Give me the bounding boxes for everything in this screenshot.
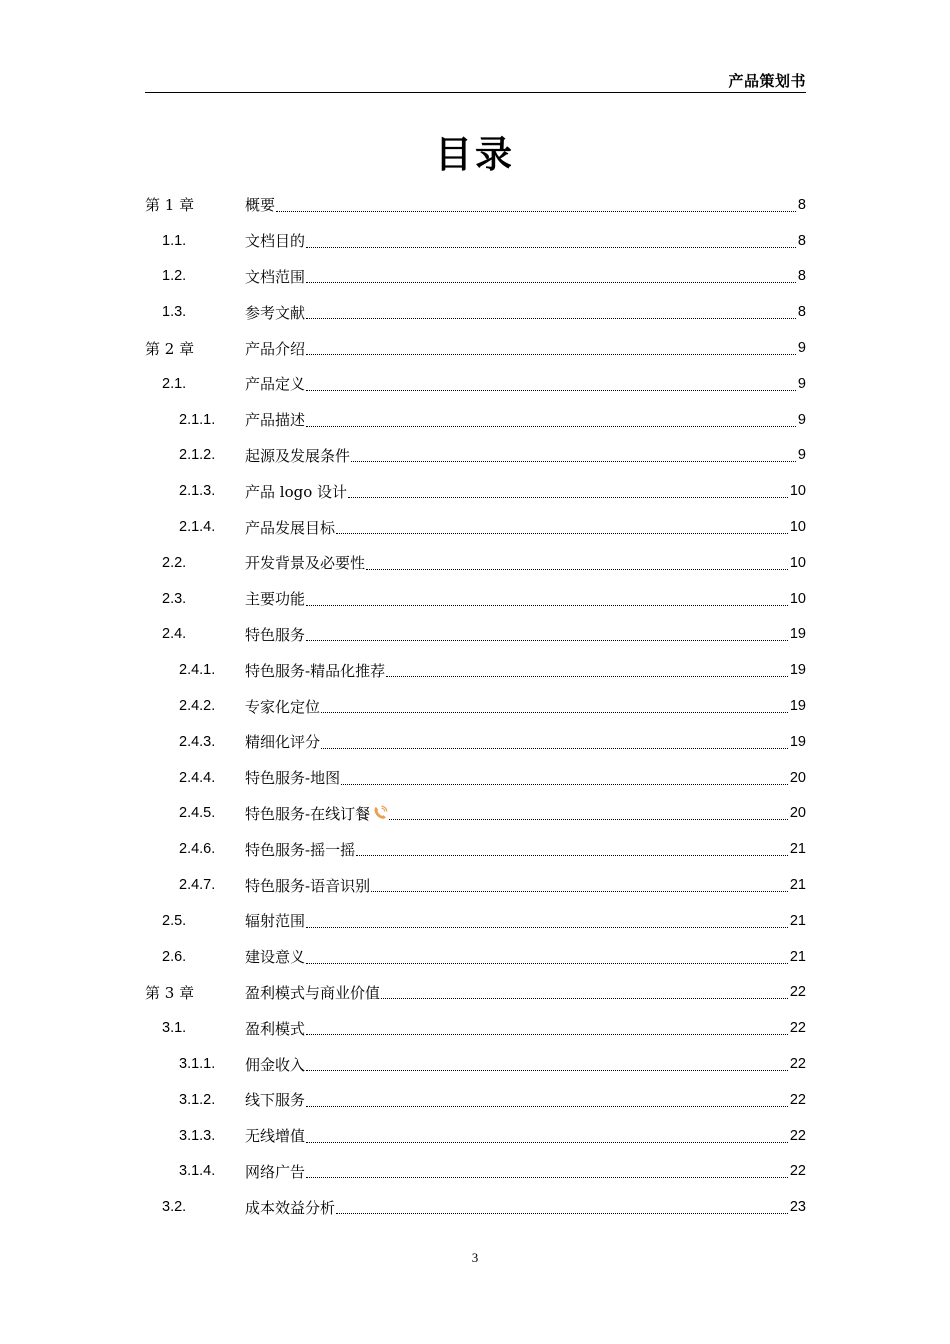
toc-entry-number: 2.1.1. <box>179 411 216 428</box>
dot-leader <box>321 711 788 713</box>
toc-entry-label: 特色服务-精品化推荐 <box>245 661 386 680</box>
dot-leader <box>306 604 788 606</box>
toc-entry[interactable] <box>145 903 806 939</box>
toc-entry[interactable] <box>145 688 806 724</box>
toc-entry-body <box>245 724 806 760</box>
toc-entry-page: 22 <box>789 1163 806 1180</box>
toc-entry-page: 21 <box>789 948 806 965</box>
toc-entry-body <box>245 581 806 617</box>
toc-entry-number: 2.4.5. <box>179 805 216 822</box>
toc-entry-body <box>245 545 806 581</box>
dot-leader <box>306 639 788 641</box>
toc-entry-label: 文档目的 <box>245 232 306 251</box>
toc-entry-page: 20 <box>789 769 806 786</box>
toc-entry-number: 2.4.6. <box>179 841 216 858</box>
toc-entry-body <box>245 402 806 438</box>
toc-entry-page: 10 <box>789 483 806 500</box>
toc-entry-body <box>245 1154 806 1190</box>
toc-entry-number: 3.2. <box>162 1199 187 1216</box>
page-title: 目录 <box>435 133 515 176</box>
toc-entry[interactable] <box>145 1189 806 1225</box>
dot-leader <box>371 890 788 892</box>
toc-entry-label: 成本效益分析 <box>245 1198 336 1217</box>
toc-entry-page: 10 <box>789 590 806 607</box>
toc-entry-number: 1.1. <box>162 232 187 249</box>
page-number: 3 <box>471 1250 479 1265</box>
dot-leader <box>336 532 788 534</box>
toc-entry-body <box>245 187 806 223</box>
dot-leader <box>306 317 796 319</box>
toc-entry-page: 22 <box>789 1056 806 1073</box>
toc-entry-page: 22 <box>789 1127 806 1144</box>
dot-leader <box>306 246 796 248</box>
table-of-contents <box>145 187 806 1225</box>
toc-entry[interactable] <box>145 473 806 509</box>
toc-entry-body <box>245 294 806 330</box>
dot-leader <box>336 1212 788 1214</box>
toc-entry-page: 9 <box>797 447 806 464</box>
toc-entry-number: 2.1. <box>162 375 187 392</box>
dot-leader <box>306 389 796 391</box>
toc-entry[interactable] <box>145 330 806 366</box>
toc-entry-label: 开发背景及必要性 <box>245 554 366 573</box>
dot-leader <box>306 281 796 283</box>
toc-entry[interactable] <box>145 259 806 295</box>
toc-entry-label: 线下服务 <box>245 1091 306 1110</box>
toc-entry[interactable] <box>145 294 806 330</box>
toc-entry-label: 产品发展目标 <box>245 518 336 537</box>
toc-entry-number: 2.6. <box>162 948 187 965</box>
toc-entry-page: 21 <box>789 912 806 929</box>
toc-entry-page: 8 <box>797 232 806 249</box>
toc-entry-number: 2.4.7. <box>179 877 216 894</box>
toc-entry-body <box>245 975 806 1011</box>
toc-entry-page: 19 <box>789 626 806 643</box>
toc-entry-body <box>245 473 806 509</box>
toc-entry-number: 2.3. <box>162 590 187 607</box>
dot-leader <box>381 997 788 999</box>
toc-entry-label: 概要 <box>245 196 276 215</box>
toc-entry-page: 19 <box>789 698 806 715</box>
toc-entry-body <box>245 1118 806 1154</box>
toc-entry[interactable] <box>145 724 806 760</box>
toc-entry-body <box>245 330 806 366</box>
toc-entry-page: 9 <box>797 340 806 357</box>
toc-entry-page: 9 <box>797 375 806 392</box>
dot-leader <box>306 962 788 964</box>
toc-entry-page: 21 <box>789 877 806 894</box>
toc-entry-number: 2.1.3. <box>179 483 216 500</box>
toc-entry-number: 3.1.4. <box>179 1163 216 1180</box>
toc-entry-page: 8 <box>797 304 806 321</box>
toc-entry-body <box>245 688 806 724</box>
toc-entry[interactable] <box>145 796 806 832</box>
toc-entry-number: 第 2 章 <box>145 339 195 358</box>
phone-icon <box>372 805 388 821</box>
toc-entry-label: 无线增值 <box>245 1127 306 1146</box>
toc-entry-number: 3.1.1. <box>179 1056 216 1073</box>
toc-entry-label: 主要功能 <box>245 590 306 609</box>
toc-entry-page: 20 <box>789 805 806 822</box>
toc-entry-number: 2.4.1. <box>179 662 216 679</box>
toc-entry-page: 10 <box>789 519 806 536</box>
dot-leader <box>306 1141 788 1143</box>
dot-leader <box>348 496 788 498</box>
toc-entry-page: 19 <box>789 662 806 679</box>
toc-entry-page: 22 <box>789 1020 806 1037</box>
dot-leader <box>306 1105 788 1107</box>
toc-entry-body <box>245 259 806 295</box>
toc-entry[interactable] <box>145 402 806 438</box>
toc-entry-page: 8 <box>797 196 806 213</box>
toc-entry-label: 特色服务 <box>245 625 306 644</box>
toc-entry-body <box>245 652 806 688</box>
toc-entry-number: 1.2. <box>162 268 187 285</box>
toc-entry-number: 2.4. <box>162 626 187 643</box>
toc-entry[interactable] <box>145 1154 806 1190</box>
toc-entry-body <box>245 903 806 939</box>
toc-entry-page: 21 <box>789 841 806 858</box>
toc-entry-label: 特色服务-摇一摇 <box>245 840 356 859</box>
toc-entry-number: 3.1.3. <box>179 1127 216 1144</box>
toc-entry-number: 2.2. <box>162 554 187 571</box>
toc-entry-body <box>245 1046 806 1082</box>
toc-entry-body <box>245 438 806 474</box>
toc-entry-body <box>245 831 806 867</box>
toc-entry-label: 盈利模式 <box>245 1019 306 1038</box>
toc-entry-page: 22 <box>789 984 806 1001</box>
toc-entry-number: 2.4.3. <box>179 733 216 750</box>
toc-entry-number: 第 3 章 <box>145 983 195 1002</box>
toc-entry[interactable] <box>145 509 806 545</box>
toc-entry-body <box>245 223 806 259</box>
toc-entry-label: 起源及发展条件 <box>245 446 351 465</box>
toc-entry-body <box>245 796 806 832</box>
toc-entry[interactable] <box>145 1082 806 1118</box>
toc-entry-number: 3.1. <box>162 1020 187 1037</box>
toc-entry[interactable] <box>145 438 806 474</box>
toc-entry-number: 2.4.2. <box>179 698 216 715</box>
toc-entry[interactable] <box>145 187 806 223</box>
toc-entry-body <box>245 617 806 653</box>
toc-entry[interactable] <box>145 652 806 688</box>
toc-entry-body <box>245 939 806 975</box>
toc-entry-label: 特色服务-在线订餐 <box>245 804 371 823</box>
toc-entry-body <box>245 1189 806 1225</box>
dot-leader <box>386 675 788 677</box>
toc-entry-label: 文档范围 <box>245 267 306 286</box>
toc-entry-number: 1.3. <box>162 304 187 321</box>
dot-leader <box>276 210 796 212</box>
dot-leader <box>306 353 796 355</box>
toc-entry-body <box>245 760 806 796</box>
dot-leader <box>306 1176 788 1178</box>
dot-leader <box>306 926 788 928</box>
toc-entry[interactable] <box>145 581 806 617</box>
toc-entry-label: 佣金收入 <box>245 1055 306 1074</box>
toc-entry[interactable] <box>145 545 806 581</box>
toc-entry-number: 2.5. <box>162 912 187 929</box>
toc-entry[interactable] <box>145 1118 806 1154</box>
toc-entry-label: 精细化评分 <box>245 733 321 752</box>
toc-entry[interactable] <box>145 867 806 903</box>
toc-entry-page: 23 <box>789 1199 806 1216</box>
toc-entry[interactable] <box>145 617 806 653</box>
toc-entry-label: 产品 logo 设计 <box>245 482 347 501</box>
toc-entry[interactable] <box>145 760 806 796</box>
toc-entry-number: 2.4.4. <box>179 769 216 786</box>
toc-entry-label: 产品介绍 <box>245 339 306 358</box>
dot-leader <box>356 854 788 856</box>
dot-leader <box>341 783 788 785</box>
toc-entry-label: 辐射范围 <box>245 912 306 931</box>
toc-entry-page: 10 <box>789 554 806 571</box>
dot-leader <box>366 568 788 570</box>
toc-entry-label: 产品描述 <box>245 411 306 430</box>
toc-entry-label: 特色服务-语音识别 <box>245 876 371 895</box>
toc-entry-label: 专家化定位 <box>245 697 321 716</box>
toc-entry-label: 网络广告 <box>245 1162 306 1181</box>
toc-entry-body <box>245 509 806 545</box>
toc-entry-label: 参考文献 <box>245 303 306 322</box>
toc-entry[interactable] <box>145 1010 806 1046</box>
toc-entry-number: 2.1.4. <box>179 519 216 536</box>
header-title: 产品策划书 <box>728 72 806 90</box>
toc-entry[interactable] <box>145 1046 806 1082</box>
toc-entry-number: 3.1.2. <box>179 1091 216 1108</box>
dot-leader <box>351 460 796 462</box>
toc-entry-page: 8 <box>797 268 806 285</box>
dot-leader <box>389 818 788 820</box>
toc-entry[interactable] <box>145 975 806 1011</box>
toc-entry-body <box>245 366 806 402</box>
dot-leader <box>306 1033 788 1035</box>
toc-entry-body <box>245 867 806 903</box>
toc-entry-page: 9 <box>797 411 806 428</box>
dot-leader <box>321 747 788 749</box>
toc-entry-page: 22 <box>789 1091 806 1108</box>
toc-entry-body <box>245 1010 806 1046</box>
toc-entry-page: 19 <box>789 733 806 750</box>
toc-entry-number: 2.1.2. <box>179 447 216 464</box>
toc-entry-label: 建设意义 <box>245 948 306 967</box>
toc-entry[interactable] <box>145 939 806 975</box>
toc-entry[interactable] <box>145 366 806 402</box>
toc-entry-label: 产品定义 <box>245 375 306 394</box>
toc-entry[interactable] <box>145 831 806 867</box>
dot-leader <box>306 1069 788 1071</box>
toc-entry-number: 第 1 章 <box>145 196 195 215</box>
toc-entry-label: 盈利模式与商业价值 <box>245 983 381 1002</box>
toc-entry-body <box>245 1082 806 1118</box>
page-header <box>145 66 806 93</box>
toc-entry-label: 特色服务-地图 <box>245 769 341 788</box>
dot-leader <box>306 425 796 427</box>
toc-entry[interactable] <box>145 223 806 259</box>
